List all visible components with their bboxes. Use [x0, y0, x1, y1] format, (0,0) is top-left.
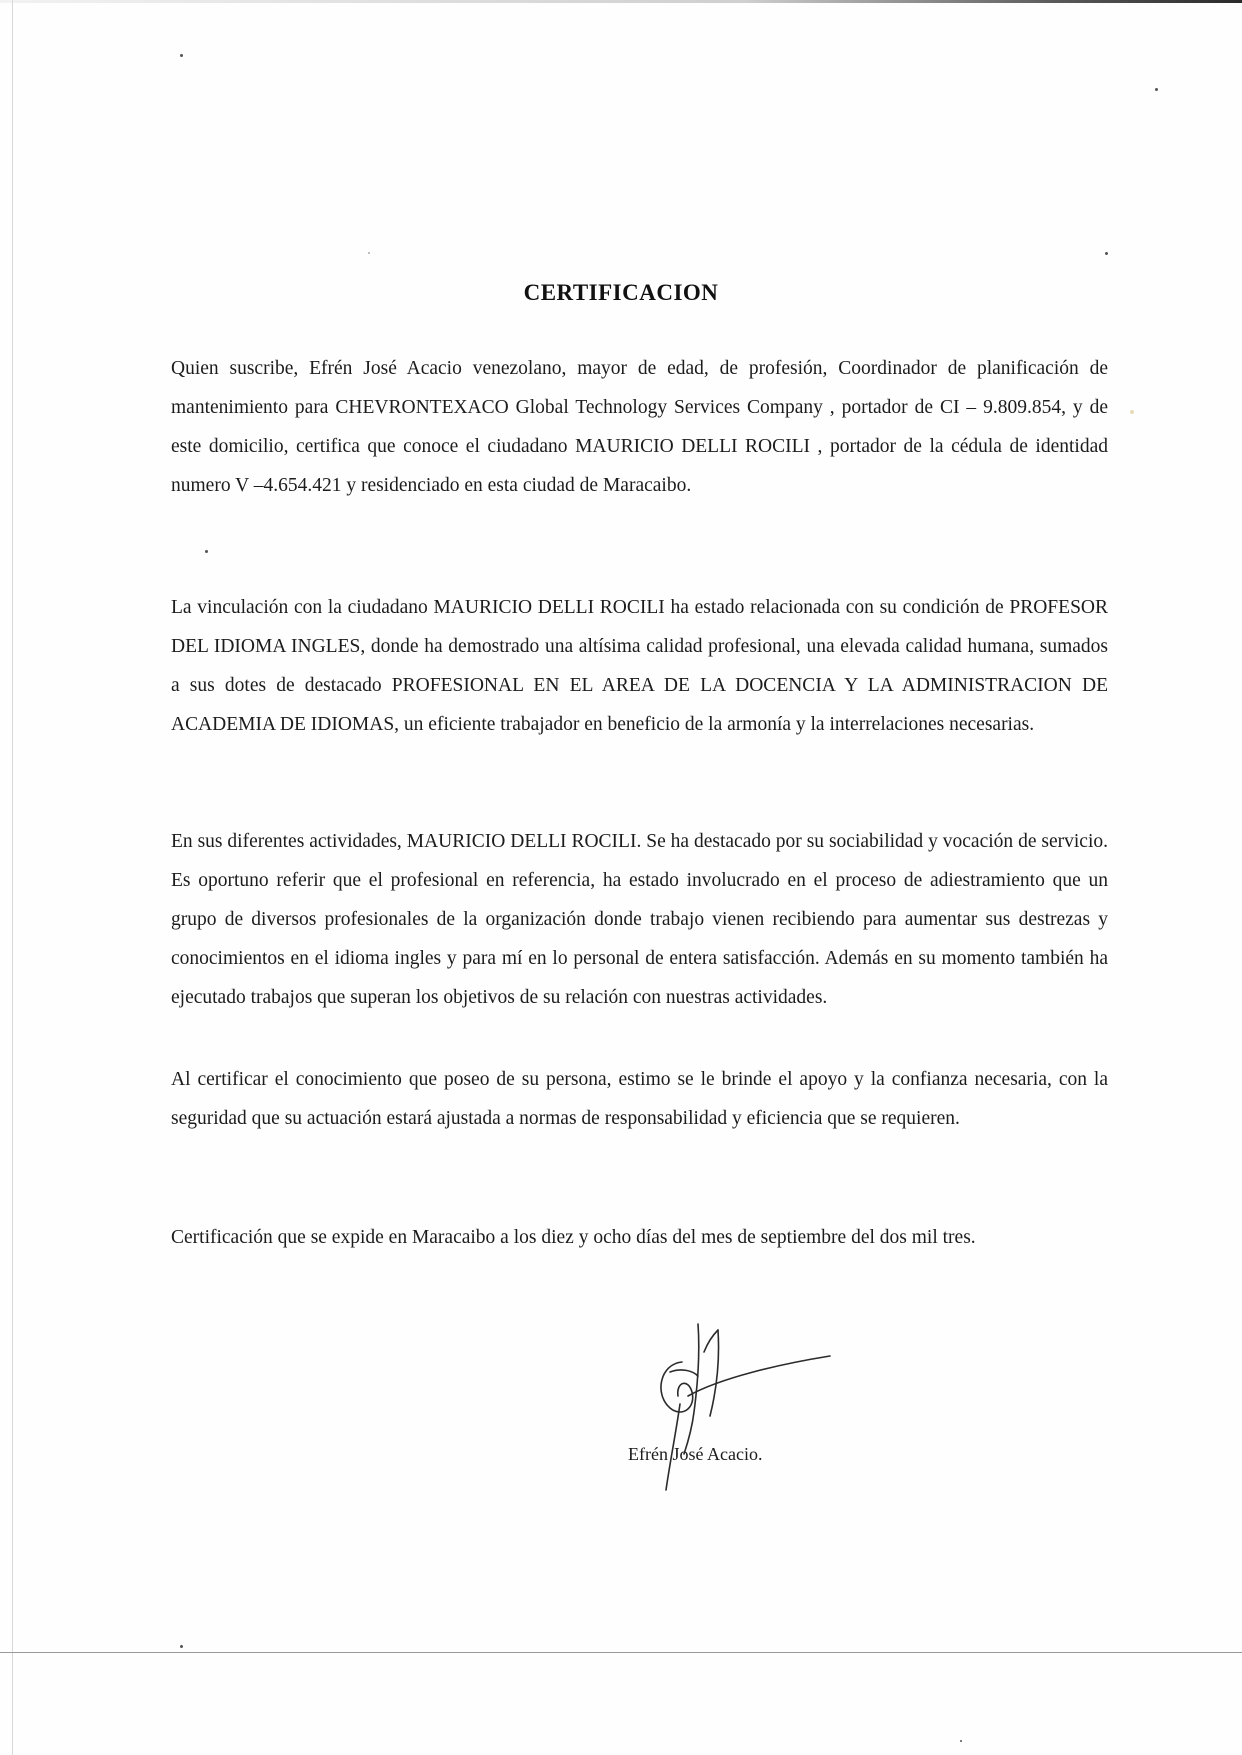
scan-speck	[180, 54, 183, 57]
paragraph-relationship: La vinculación con la ciudadano MAURICIO DELLI ROCILI ha estado relacionada con su condición de PROFESOR DEL IDIOMA INGLES, donde ha demostrado una altísima calidad profesional, una elevada calidad humana, sumados a sus dotes de destacado PROFESIONAL EN EL AREA DE LA DOCENCIA Y LA ADMINISTRACION DE ACADEMIA DE IDIOMAS, un eficiente trabajador en beneficio de la armonía y la interrelaciones necesarias.	[171, 597, 1108, 735]
scan-speck	[180, 1645, 183, 1648]
paragraph-introduction: Quien suscribe, Efrén José Acacio venezolano, mayor de edad, de profesión, Coordinador de planificación de mantenimiento para CHEVRONTEXACO Global Technology Services Company , portador de CI – 9.809.854, y de este domicilio, certifica que conoce el ciudadano MAURICIO DELLI ROCILI , portador de la cédula de identidad numero V –4.654.421 y residenciado en esta ciudad de Maracaibo.	[171, 358, 1108, 496]
scan-bottom-rule	[0, 1652, 1242, 1653]
handwritten-signature	[640, 1312, 840, 1492]
paragraph-activities: En sus diferentes actividades, MAURICIO DELLI ROCILI. Se ha destacado por su sociabilidad y vocación de servicio. Es oportuno referir que el profesional en referencia, ha estado involucrado en el proceso de adiestramiento que un grupo de diversos profesionales de la organización donde trabajo vienen recibiendo para aumentar sus destrezas y conocimientos en el idioma ingles y para mí en lo personal de entera satisfacción. Además en su momento también ha ejecutado trabajos que superan los objetivos de su relación con nuestras actividades.	[171, 831, 1108, 1008]
scan-speck	[205, 550, 208, 553]
scan-left-edge	[12, 0, 13, 1755]
scan-speck	[1130, 410, 1134, 414]
scan-speck	[960, 1740, 962, 1742]
document-title: CERTIFICACION	[523, 280, 719, 305]
scan-speck	[368, 252, 370, 254]
signer-name: Efrén José Acacio.	[628, 1444, 763, 1464]
paragraph-recommendation: Al certificar el conocimiento que poseo de su persona, estimo se le brinde el apoyo y la confianza necesaria, con la seguridad que su actuación estará ajustada a normas de responsabilidad y eficiencia que se requieren.	[171, 1069, 1108, 1129]
scan-speck	[1155, 88, 1158, 91]
paragraph-issuance: Certificación que se expide en Maracaibo a los diez y ocho días del mes de septiembre del dos mil tres.	[171, 1227, 976, 1248]
scan-top-edge	[0, 0, 1242, 3]
scan-speck	[1105, 252, 1108, 255]
